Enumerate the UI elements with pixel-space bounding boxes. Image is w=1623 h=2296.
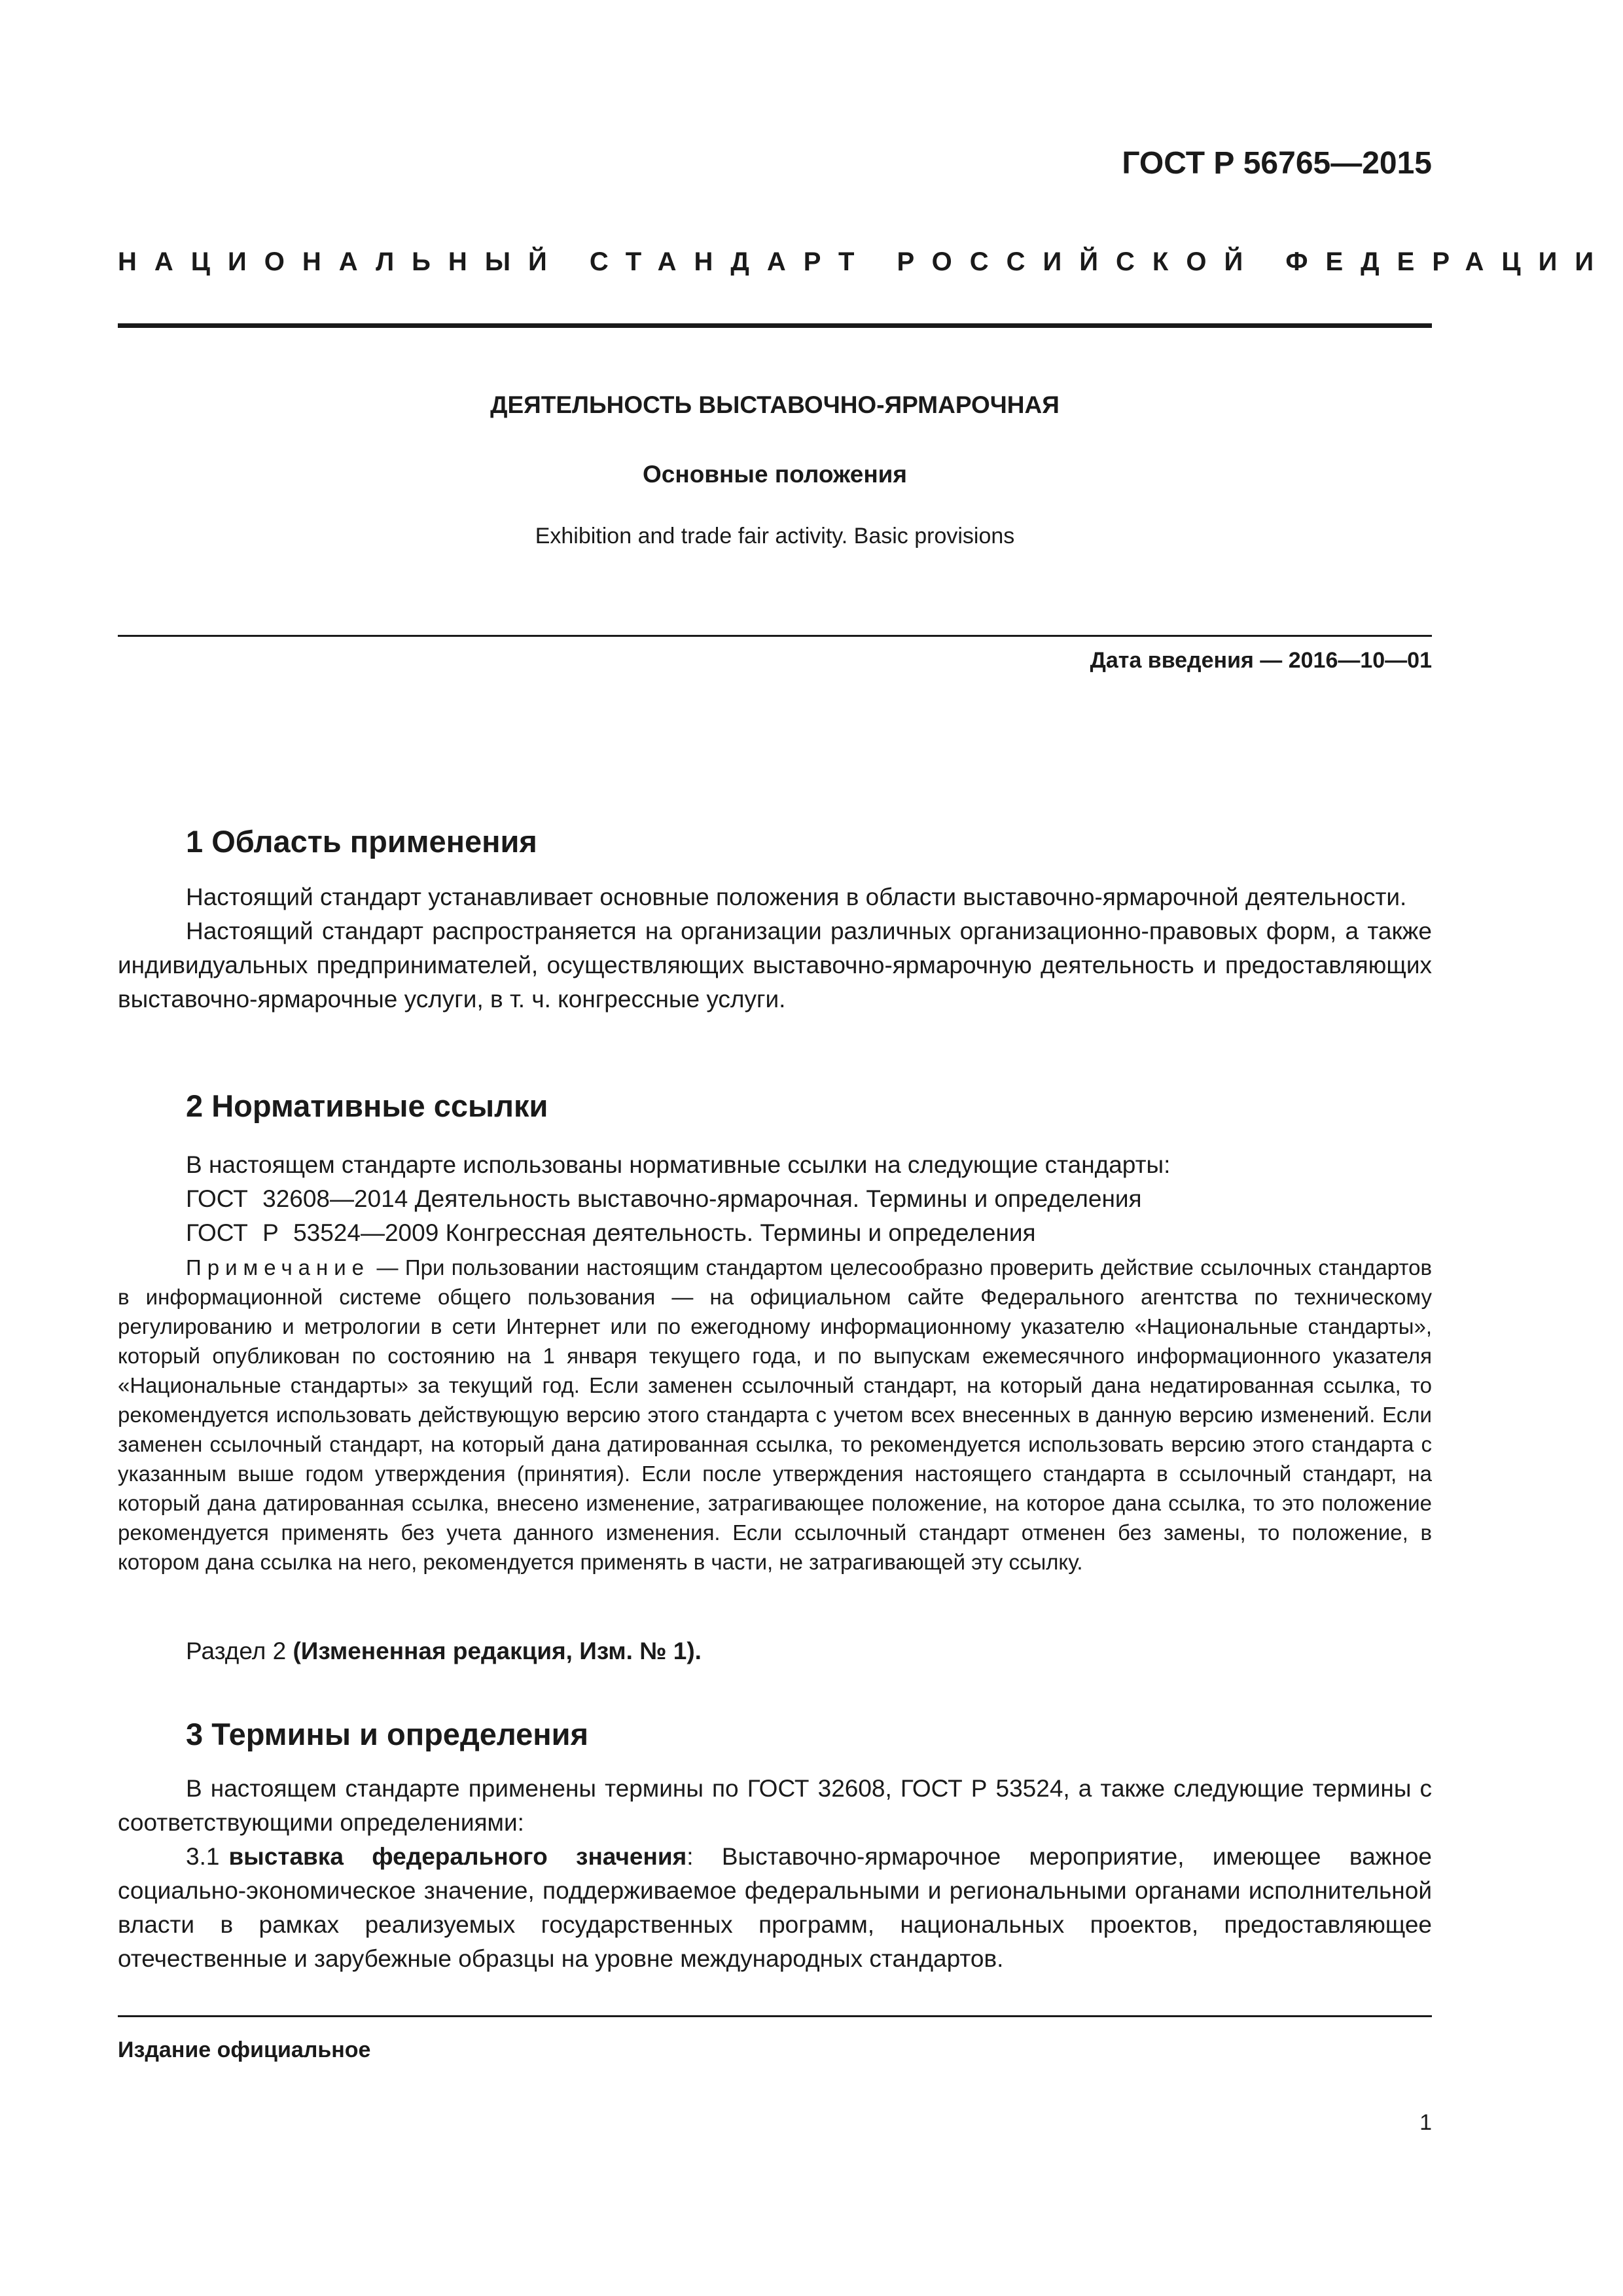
page-number: 1: [1419, 2110, 1432, 2135]
paragraph: Настоящий стандарт устанавливает основные положения в области выставочно-ярмарочной деятельности.: [186, 884, 1407, 910]
national-standard-banner: НАЦИОНАЛЬНЫЙ СТАНДАРТ РОССИЙСКОЙ ФЕДЕРАЦИИ: [118, 247, 1612, 276]
paragraph: В настоящем стандарте применены термины по ГОСТ 32608, ГОСТ Р 53524, а также следующие термины с соответствующими определениями:: [118, 1775, 1432, 1836]
reference-code: ГОСТ Р 53524—2009: [186, 1219, 439, 1246]
paragraph: В настоящем стандарте использованы нормативные ссылки на следующие стандарты:: [186, 1151, 1171, 1178]
note-label: Примечание: [186, 1255, 370, 1280]
footer-divider: [118, 2015, 1432, 2017]
term: выставка федерального значения: [228, 1843, 687, 1870]
title-divider: [118, 635, 1432, 637]
amendment-label: (Измененная редакция, Изм. № 1).: [293, 1638, 702, 1664]
document-title: ДЕЯТЕЛЬНОСТЬ ВЫСТАВОЧНО-ЯРМАРОЧНАЯ: [490, 391, 1060, 418]
reference-code: ГОСТ 32608—2014: [186, 1185, 408, 1212]
term-definition: [118, 1840, 1432, 1976]
normative-reference: [118, 1182, 1432, 1216]
introduction-date: Дата введения — 2016—10—01: [1090, 648, 1432, 673]
note-text: — При пользовании настоящим стандартом целесообразно проверить действие ссылочных стандартов в информационной системе общего пользования — на официальном сайте Федерального агентства по техническому регулированию и метрологии в сети Интернет или по ежегодному информационному указателю «Национальные стандарты», который опубликован по состоянию на 1 января текущего года, и по выпускам ежемесячного информационного указателя «Национальные стандарты» за текущий год. Если заменен ссылочный стандарт, на который дана недатированная ссылка, то рекомендуется использовать действующую версию этого стандарта с учетом всех внесенных в данную версию изменений. Если заменен ссылочный стандарт, на который дана датированная ссылка, то рекомендуется использовать версию этого стандарта с указанным выше годом утверждения (принятия). Если после утверждения настоящего стандарта в ссылочный стандарт, на который дана датированная ссылка, внесено изменение, затрагивающее положение, на которое дана ссылка, то это положение рекомендуется применять без учета данного изменения. Если ссылочный стандарт отменен без замены, то положение, в котором дана ссылка на него, рекомендуется применять в части, не затрагивающей эту ссылку.: [118, 1255, 1432, 1574]
document-subtitle: Основные положения: [642, 461, 908, 488]
section-3-heading: 3 Термины и определения: [186, 1717, 588, 1751]
amendment-line: [186, 1638, 702, 1665]
reference-title: Деятельность выставочно-ярмарочная. Термины и определения: [414, 1185, 1142, 1212]
section-2-heading: 2 Нормативные ссылки: [186, 1088, 548, 1123]
note: [118, 1253, 1432, 1577]
term-number: 3.1: [186, 1843, 220, 1870]
english-title: Exhibition and trade fair activity. Basic provisions: [535, 524, 1015, 548]
section-2-body: [118, 1148, 1432, 1250]
header-divider: [118, 323, 1432, 328]
section-1-heading: 1 Область применения: [186, 824, 537, 859]
official-edition: Издание официальное: [118, 2037, 371, 2062]
document-code: ГОСТ Р 56765—2015: [1122, 146, 1432, 181]
paragraph: Настоящий стандарт распространяется на организации различных организационно-правовых форм, а также индивидуальных предпринимателей, осуществляющих выставочно-ярмарочную деятельность и предоставляющих выставочно-ярмарочные услуги, в т. ч. конгрессные услуги.: [118, 918, 1432, 1013]
reference-title: Конгрессная деятельность. Термины и определения: [445, 1219, 1036, 1246]
amendment-prefix: Раздел 2: [186, 1638, 293, 1664]
normative-reference: [118, 1216, 1432, 1250]
section-1-body: [118, 880, 1432, 1016]
section-3-body: [118, 1772, 1432, 1976]
definition: : Выставочно-ярмарочное мероприятие, имеющее важное социально-экономическое значение, поддерживаемое федеральными и региональными органами исполнительной власти в рамках реализуемых государственных программ, национальных проектов, предоставляющее отечественные и зарубежные образцы на уровне международных стандартов.: [118, 1843, 1432, 1972]
